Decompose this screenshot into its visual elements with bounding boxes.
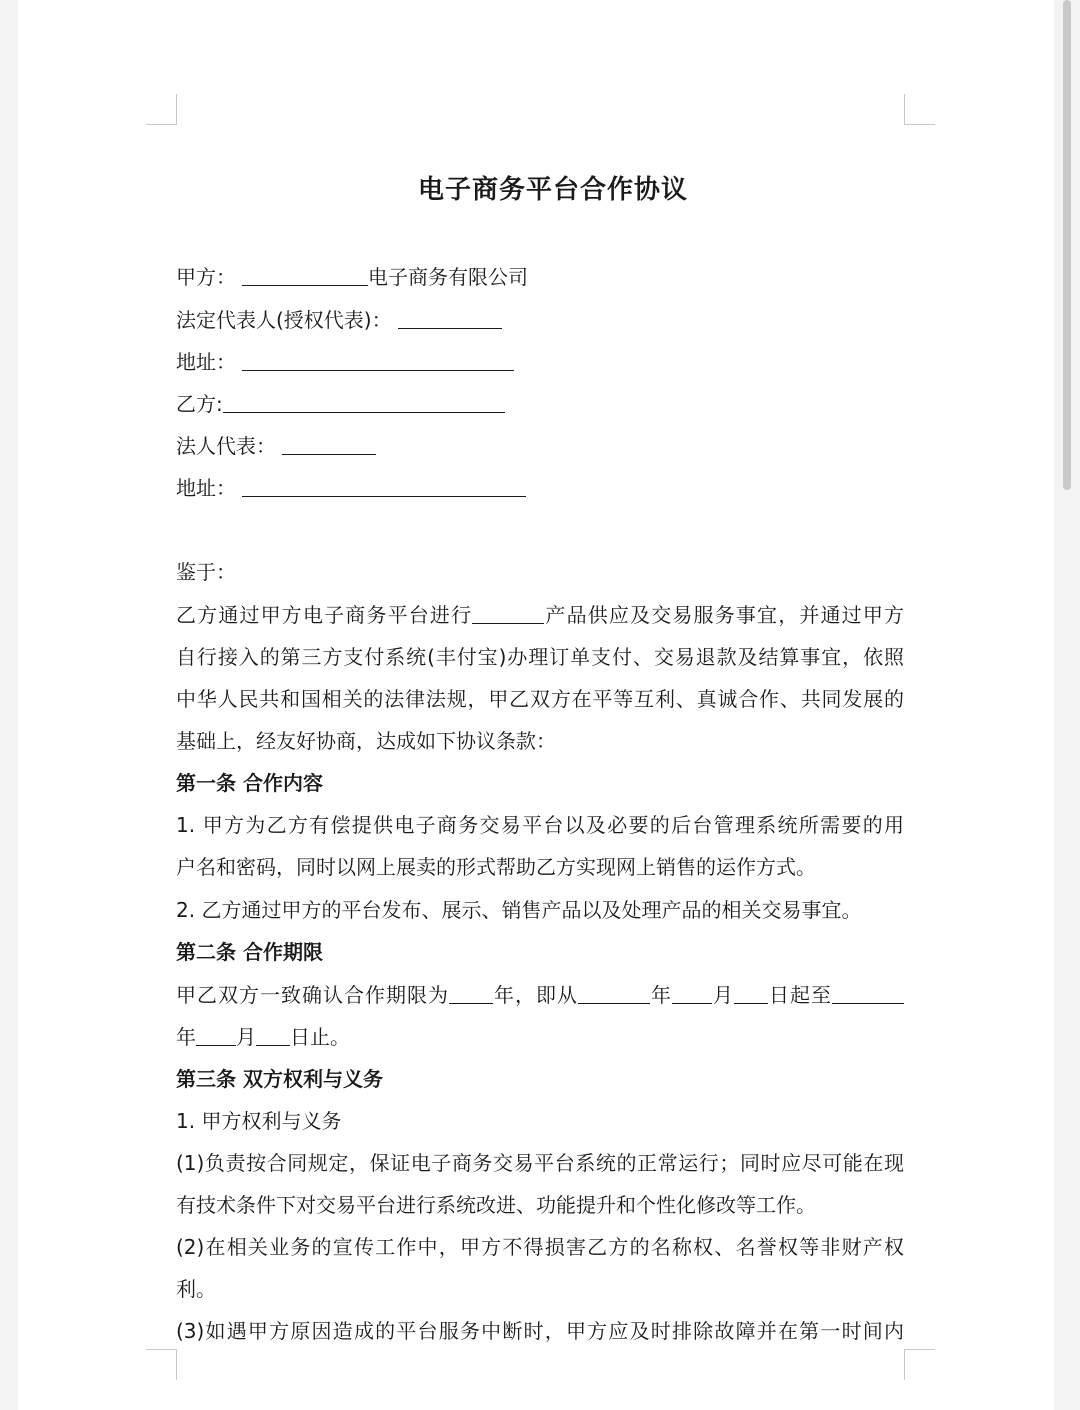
term-years-blank (449, 981, 493, 1004)
intro-line-4: 基础上，经友好协商，达成如下协议条款： (176, 729, 556, 753)
scrollbar-track[interactable] (1054, 0, 1080, 1410)
intro-line-2: 自行接入的第三方支付系统(丰付宝)办理订单支付、交易退款及结算事宜，依照 (176, 645, 904, 669)
term-text-3: 年 (650, 983, 672, 1007)
party-b-blank (223, 390, 505, 413)
start-year-blank (578, 981, 650, 1004)
party-a-company: 电子商务有限公司 (368, 265, 528, 289)
party-a-label: 甲方： (176, 265, 236, 289)
term-text-2: 年，即从 (493, 983, 578, 1007)
article-3-p3-line-1: (3)如遇甲方原因造成的平台服务中断时，甲方应及时排除故障并在第一时间内 (176, 1319, 904, 1343)
legal-person-label: 法人代表： (176, 434, 276, 458)
intro-line-1a: 乙方通过甲方电子商务平台进行 (176, 603, 473, 627)
party-b-label: 乙方: (176, 392, 223, 416)
intro-line-3: 中华人民共和国相关的法律法规，甲乙双方在平等互利、真诚合作、共同发展的 (176, 687, 904, 711)
party-b-line (176, 389, 505, 419)
intro-line-1 (176, 600, 904, 630)
address-a-blank (242, 348, 514, 371)
article-1-item-2: 2. 乙方通过甲方的平台发布、展示、销售产品以及处理产品的相关交易事宜。 (176, 898, 862, 922)
article-2-line-2 (176, 1022, 350, 1052)
term-text-4: 月 (712, 983, 734, 1007)
term-text-7: 月 (236, 1025, 256, 1049)
term-text-6: 年 (176, 1025, 196, 1049)
legal-person-blank (282, 432, 376, 455)
document-title: 电子商务平台合作协议 (417, 175, 688, 205)
article-3-p1-line-1: (1)负责按合同规定，保证电子商务交易平台系统的正常运行；同时应尽可能在现 (176, 1151, 904, 1175)
start-month-blank (672, 981, 712, 1004)
start-day-blank (734, 981, 768, 1004)
legal-person-line (176, 431, 376, 461)
margin-corner-top-right (904, 94, 935, 125)
legal-rep-line (176, 305, 502, 335)
intro-line-1b: 产品供应及交易服务事宜，并通过甲方 (544, 603, 905, 627)
intro-product-blank (472, 601, 544, 624)
term-text-1: 甲乙双方一致确认合作期限为 (176, 983, 449, 1007)
scrollbar-thumb[interactable] (1063, 0, 1071, 490)
margin-corner-top-left (146, 94, 177, 125)
address-b-blank (242, 474, 526, 497)
address-b-label: 地址： (176, 476, 236, 500)
margin-corner-bottom-right (904, 1349, 935, 1380)
term-text-8: 日止。 (290, 1025, 350, 1049)
article-1-item-1-line-1: 1. 甲方为乙方有偿提供电子商务交易平台以及必要的后台管理系统所需要的用 (176, 813, 904, 837)
article-1-heading: 第一条 合作内容 (176, 771, 323, 795)
article-1-item-1-line-2: 户名和密码，同时以网上展卖的形式帮助乙方实现网上销售的运作方式。 (176, 855, 816, 879)
address-a-label: 地址： (176, 350, 236, 374)
party-a-blank (242, 263, 368, 286)
article-3-heading: 第三条 双方权利与义务 (176, 1067, 383, 1091)
article-3-p2-line-1: (2)在相关业务的宣传工作中，甲方不得损害乙方的名称权、名誉权等非财产权 (176, 1235, 904, 1259)
article-3-sub-1: 1. 甲方权利与义务 (176, 1109, 342, 1133)
term-text-5: 日起至 (768, 983, 832, 1007)
legal-rep-label: 法定代表人(授权代表)： (176, 308, 392, 332)
end-day-blank (256, 1023, 290, 1046)
address-b-line (176, 473, 526, 503)
article-2-heading: 第二条 合作期限 (176, 940, 323, 964)
address-a-line (176, 347, 514, 377)
article-3-p1-line-2: 有技术条件下对交易平台进行系统改进、功能提升和个性化修改等工作。 (176, 1193, 816, 1217)
margin-corner-bottom-left (146, 1349, 177, 1380)
end-year-blank (832, 981, 904, 1004)
whereas-label: 鉴于： (176, 560, 236, 584)
article-3-p2-line-2: 利。 (176, 1277, 216, 1301)
legal-rep-blank (398, 306, 502, 329)
end-month-blank (196, 1023, 236, 1046)
article-2-line-1 (176, 980, 904, 1010)
party-a-line (176, 262, 528, 292)
